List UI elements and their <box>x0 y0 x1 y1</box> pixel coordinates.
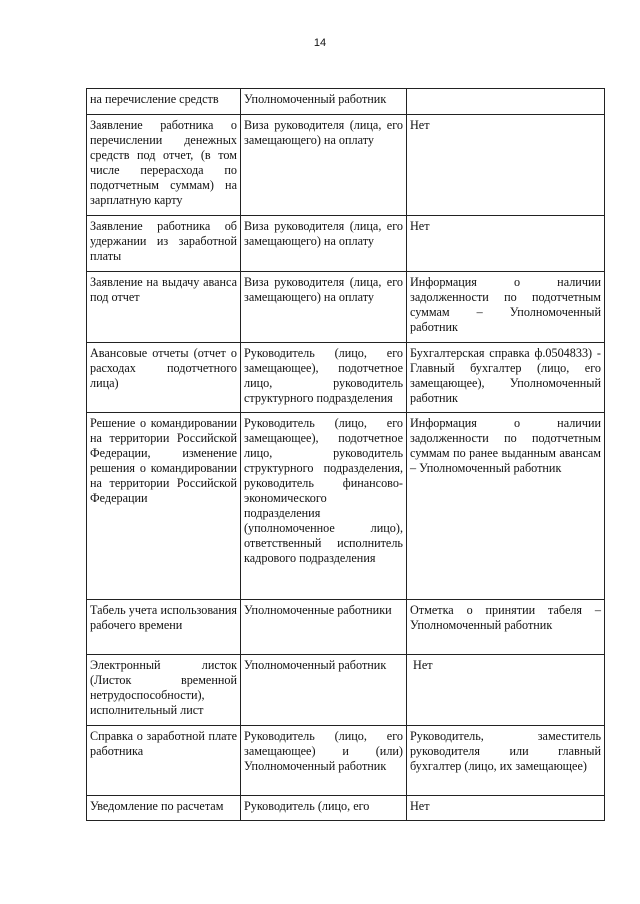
table-row <box>87 796 605 821</box>
table-cell-note <box>407 89 605 115</box>
table-cell-document: Табель учета использования рабочего времени <box>87 600 241 655</box>
table-cell-note: Информация о наличии задолженности по подотчетным суммам по ранее выданным авансам – Уполномоченный работник <box>407 413 605 600</box>
table-row <box>87 343 605 413</box>
table-cell-signer: Виза руководителя (лица, его замещающего) на оплату <box>241 272 407 343</box>
table-cell-signer: Руководитель (лицо, его замещающее), подотчетное лицо, руководитель структурного подразделения, руководитель финансово-экономического подразделения (уполномоченное лицо), ответственный исполнитель кадрового подразделения <box>241 413 407 600</box>
table-cell-note: Нет <box>407 216 605 272</box>
table-cell-note: Нет <box>407 655 605 726</box>
table-row <box>87 272 605 343</box>
table-cell-note: Нет <box>407 796 605 821</box>
table-cell-note: Нет <box>407 115 605 216</box>
table-row <box>87 413 605 600</box>
table-cell-document: Решение о командировании на территории Российской Федерации, изменение решения о командировании на территории Российской Федерации <box>87 413 241 600</box>
document-table <box>86 88 605 821</box>
table-cell-note: Бухгалтерская справка ф.0504833) - Главный бухгалтер (лицо, его замещающее), Уполномоченный работник <box>407 343 605 413</box>
table-cell-signer: Руководитель (лицо, его замещающее) и (или) Уполномоченный работник <box>241 726 407 796</box>
table-cell-document: Авансовые отчеты (отчет о расходах подотчетного лица) <box>87 343 241 413</box>
table-cell-document: Справка о заработной плате работника <box>87 726 241 796</box>
table-cell-note: Информация о наличии задолженности по подотчетным суммам – Уполномоченный работник <box>407 272 605 343</box>
table-cell-signer: Уполномоченные работники <box>241 600 407 655</box>
table-cell-document: Уведомление по расчетам <box>87 796 241 821</box>
table-cell-document: Заявление работника о перечислении денежных средств под отчет, (в том числе перерасхода по подотчетным суммам) на зарплатную карту <box>87 115 241 216</box>
table-cell-note: Отметка о принятии табеля – Уполномоченный работник <box>407 600 605 655</box>
table-cell-signer: Виза руководителя (лица, его замещающего) на оплату <box>241 216 407 272</box>
table-cell-signer: Виза руководителя (лица, его замещающего) на оплату <box>241 115 407 216</box>
table-cell-signer: Уполномоченный работник <box>241 655 407 726</box>
table-cell-signer: Руководитель (лицо, его <box>241 796 407 821</box>
table-cell-document: на перечисление средств <box>87 89 241 115</box>
table-cell-document: Заявление работника об удержании из заработной платы <box>87 216 241 272</box>
table-row <box>87 726 605 796</box>
table-row <box>87 600 605 655</box>
table-row <box>87 655 605 726</box>
table-cell-signer: Руководитель (лицо, его замещающее), подотчетное лицо, руководитель структурного подразделения <box>241 343 407 413</box>
table-row <box>87 89 605 115</box>
table-row <box>87 115 605 216</box>
table-cell-document: Заявление на выдачу аванса под отчет <box>87 272 241 343</box>
table-cell-signer: Уполномоченный работник <box>241 89 407 115</box>
table-cell-document: Электронный листок (Листок временной нетрудоспособности), исполнительный лист <box>87 655 241 726</box>
page-number: 14 <box>313 37 327 49</box>
table-cell-note: Руководитель, заместитель руководителя или главный бухгалтер (лицо, их замещающее) <box>407 726 605 796</box>
table-row <box>87 216 605 272</box>
